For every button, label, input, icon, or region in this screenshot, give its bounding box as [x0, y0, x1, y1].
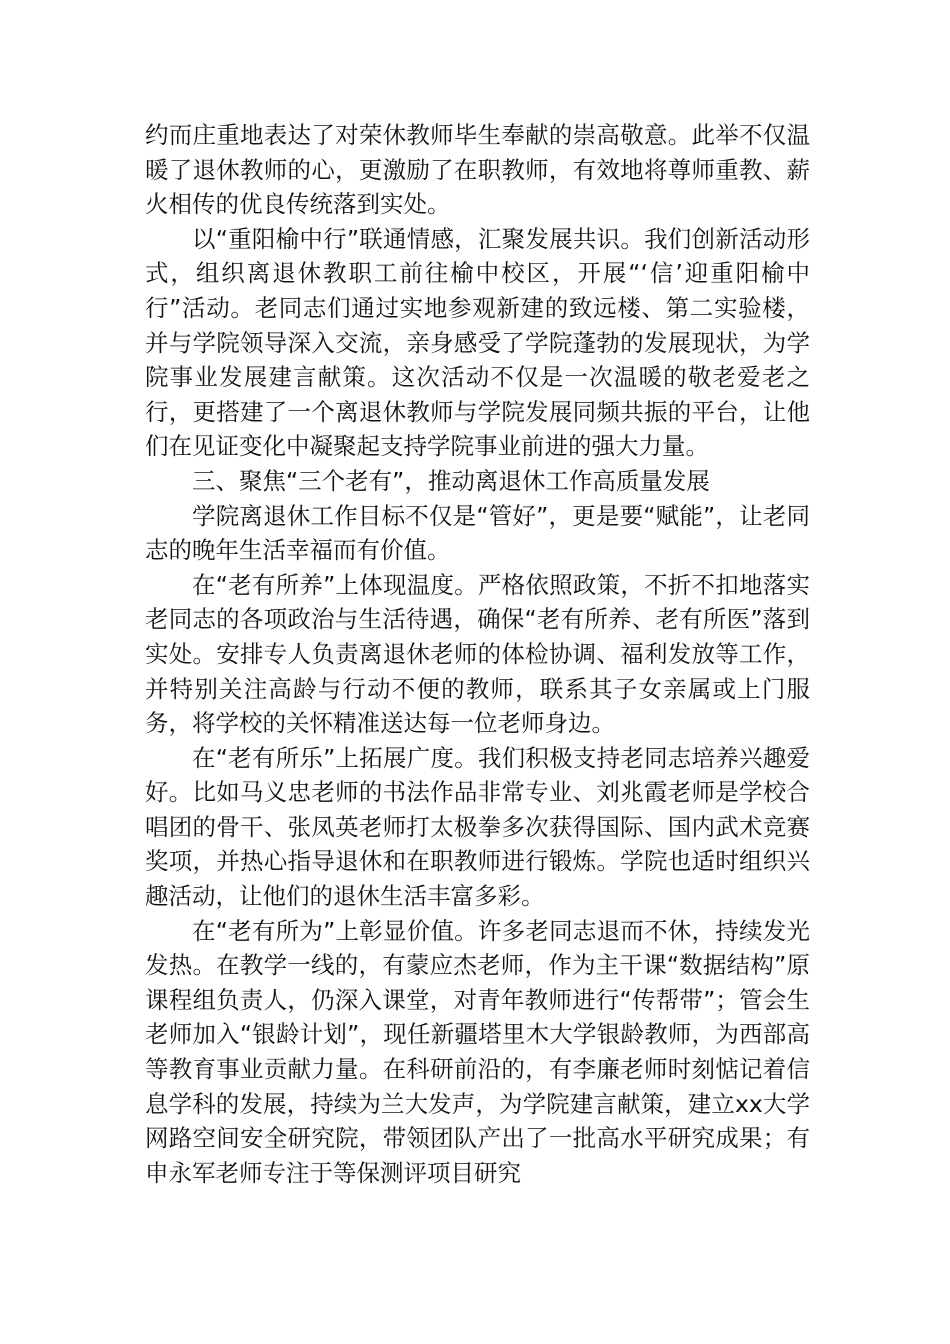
paragraph-laoyou-suowei: 在“老有所为”上彰显价值。许多老同志退而不休，持续发光发热。在教学一线的，有蒙应杰老师，作为主干课“数据结构”原课程组负责人，仍深入课堂，对青年教师进行“传帮带”；管会生老师加入“银龄计划”，现任新疆塔里木大学银龄教师，为西部高等教育事业贡献力量。在科研前沿的，有李廉老师时刻惦记着信息学科的发展，持续为兰大发声，为学院建言献策，建立xx大学网路空间安全研究院，带领团队产出了一批高水平研究成果；有申永军老师专注于等保测评项目研究	[145, 916, 810, 1187]
section-heading-three: 三、聚焦“三个老有”，推动离退休工作高质量发展	[192, 466, 710, 495]
paragraph-laoyou-suole: 在“老有所乐”上拓展广度。我们积极支持老同志培养兴趣爱好。比如马义忠老师的书法作品非常专业、刘兆霞老师是学校合唱团的骨干、张凤英老师打太极拳多次获得国际、国内武术竞赛奖项，并热心指导退休和在职教师进行锻炼。学院也适时组织兴趣活动，让他们的退休生活丰富多彩。	[145, 743, 810, 911]
document-page	[145, 118, 810, 1190]
paragraph-chongyang-activity: 以“重阳榆中行”联通情感，汇聚发展共识。我们创新活动形式，组织离退休教职工前往榆中校区，开展“‘信’迎重阳榆中行”活动。老同志们通过实地参观新建的致远楼、第二实验楼，并与学院领导深入交流，亲身感受了学院蓬勃的发展现状，为学院事业发展建言献策。这次活动不仅是一次温暖的敬老爱老之行，更搭建了一个离退休教师与学院发展同频共振的平台，让他们在见证变化中凝聚起支持学院事业前进的强大力量。	[145, 224, 810, 461]
paragraph-continuation: 约而庄重地表达了对荣休教师毕生奉献的崇高敬意。此举不仅温暖了退休教师的心，更激励了在职教师，有效地将尊师重教、薪火相传的优良传统落到实处。	[145, 121, 810, 219]
paragraph-laoyou-suoyang: 在“老有所养”上体现温度。严格依照政策，不折不扣地落实老同志的各项政治与生活待遇，确保“老有所养、老有所医”落到实处。安排专人负责离退休老师的体检协调、福利发放等工作，并特别关注高龄与行动不便的教师，联系其子女亲属或上门服务，将学校的关怀精准送达每一位老师身边。	[145, 570, 810, 738]
paragraph-section-intro: 学院离退休工作目标不仅是“管好”，更是要“赋能”，让老同志的晚年生活幸福而有价值。	[145, 501, 810, 565]
